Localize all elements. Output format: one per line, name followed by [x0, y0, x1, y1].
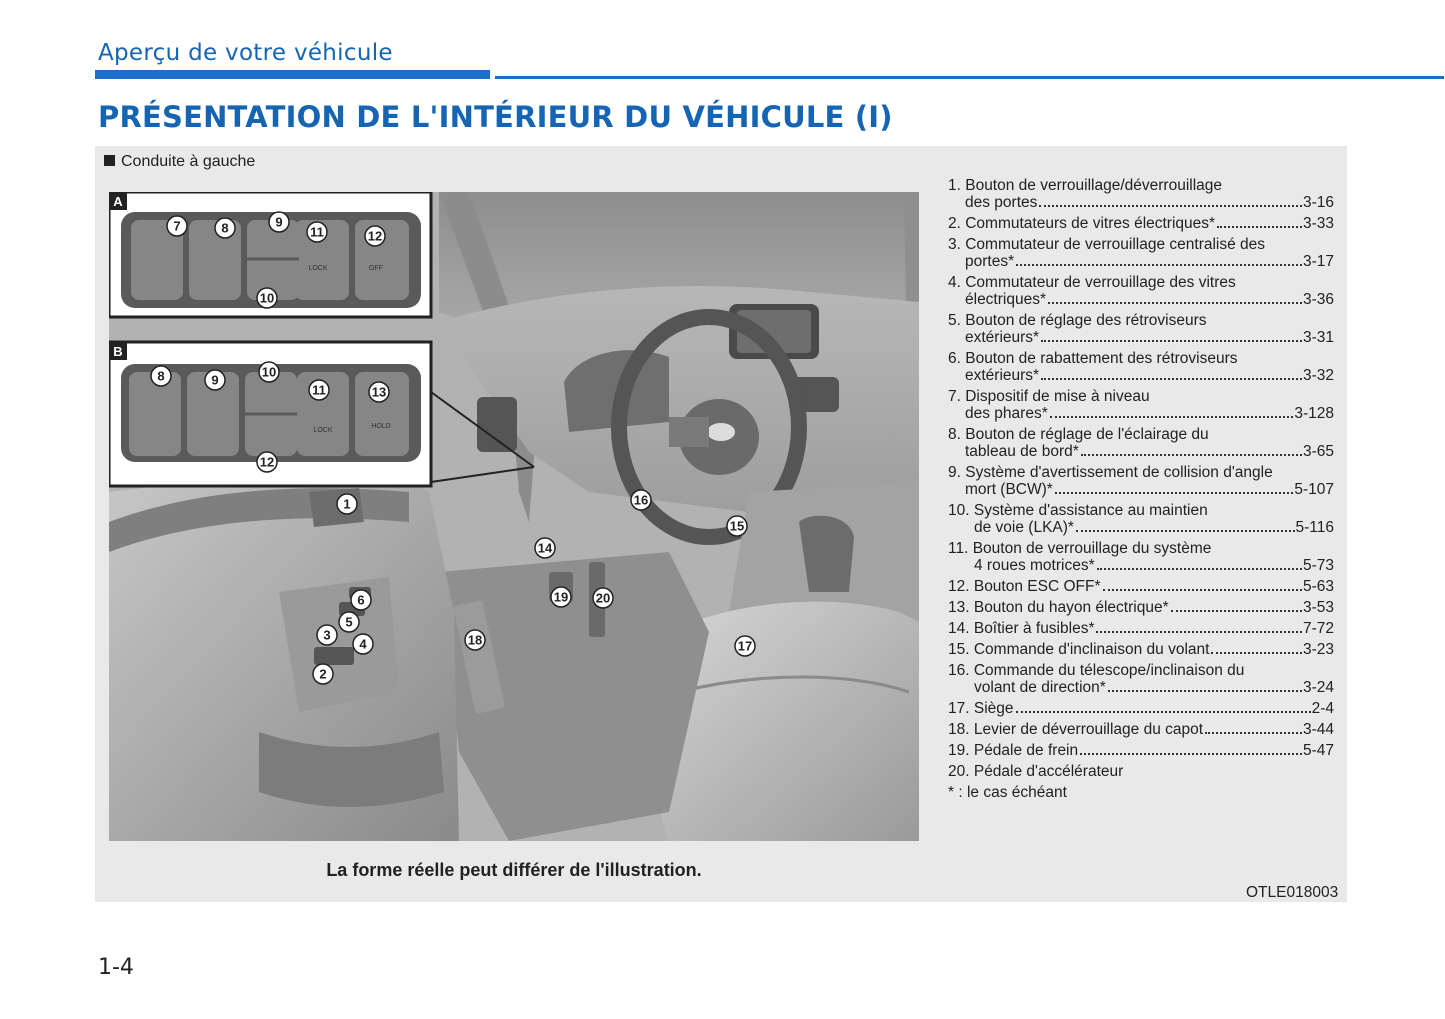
legend-text: volant de direction* — [974, 679, 1106, 696]
callout-number: 12 — [367, 228, 383, 244]
legend-line: 5. Bouton de réglage des rétroviseurs — [948, 312, 1207, 329]
legend-item — [948, 274, 1334, 308]
legend-line — [948, 405, 1334, 422]
legend-line: 1. Bouton de verrouillage/déverrouillage — [948, 177, 1223, 194]
interior-drawing — [109, 192, 919, 841]
legend-page: 5-116 — [1295, 519, 1334, 536]
leader-dots — [1039, 204, 1302, 207]
page-number: 1-4 — [98, 955, 134, 980]
callout-number: 11 — [310, 224, 324, 240]
callout-number: 8 — [221, 220, 229, 236]
legend-line — [948, 519, 1334, 536]
legend-line — [948, 599, 1334, 616]
legend-item — [948, 236, 1334, 270]
callout-number: 15 — [729, 518, 745, 534]
callout-number: 8 — [157, 368, 165, 384]
legend-item — [948, 502, 1334, 536]
page-heading: PRÉSENTATION DE L'INTÉRIEUR DU VÉHICULE (I) — [98, 100, 893, 134]
legend-text: 2. Commutateurs de vitres électriques* — [948, 215, 1216, 232]
legend-text: tableau de bord* — [965, 443, 1079, 460]
leader-dots — [1211, 651, 1302, 654]
section-title: Aperçu de votre véhicule — [98, 40, 393, 66]
legend-text: extérieurs* — [965, 367, 1040, 384]
legend-line — [948, 742, 1334, 759]
legend-item — [948, 540, 1334, 574]
legend-line: 10. Système d'assistance au maintien — [948, 502, 1208, 519]
legend-page: 3-32 — [1302, 367, 1334, 384]
leader-dots — [1016, 263, 1302, 266]
legend-item — [948, 763, 1334, 780]
legend-text: des portes — [965, 194, 1038, 211]
callout-number: 10 — [259, 290, 275, 306]
callout-number: 14 — [537, 540, 553, 556]
leader-dots — [1171, 609, 1302, 612]
legend-text: 18. Levier de déverrouillage du capot — [948, 721, 1204, 738]
legend-page: 5-73 — [1302, 557, 1334, 574]
callout-number: 1 — [343, 496, 351, 512]
legend-text: 13. Bouton du hayon électrique* — [948, 599, 1169, 616]
legend-text: mort (BCW)* — [965, 481, 1053, 498]
figure-code: OTLE018003 — [1246, 884, 1339, 901]
legend-line: 6. Bouton de rabattement des rétroviseurs — [948, 350, 1238, 367]
legend-line — [948, 194, 1334, 211]
legend-page: 3-44 — [1302, 721, 1334, 738]
leader-dots — [1081, 453, 1302, 456]
illustration-caption: La forme réelle peut différer de l'illustration. — [326, 860, 702, 880]
leader-dots — [1076, 529, 1295, 532]
legend-line — [948, 763, 1334, 780]
callout-number: 3 — [323, 627, 331, 643]
legend-page: 3-53 — [1302, 599, 1334, 616]
callout-number: 7 — [173, 218, 181, 234]
legend-text: 12. Bouton ESC OFF* — [948, 578, 1101, 595]
inset-a-label: A — [113, 194, 123, 209]
legend-page: 5-47 — [1302, 742, 1334, 759]
legend-item — [948, 177, 1334, 211]
callout-number: 6 — [357, 592, 365, 608]
legend-item — [948, 464, 1334, 498]
legend-item — [948, 312, 1334, 346]
legend-text: portes* — [965, 253, 1015, 270]
leader-dots — [1217, 225, 1302, 228]
legend-item — [948, 426, 1334, 460]
callout-number: 17 — [737, 638, 753, 654]
leader-dots — [1080, 752, 1302, 755]
legend-text: électriques* — [965, 291, 1046, 308]
leader-dots — [1205, 731, 1302, 734]
legend-line — [948, 367, 1334, 384]
legend-item — [948, 721, 1334, 738]
hold-label: HOLD — [371, 423, 391, 430]
legend-line: 4. Commutateur de verrouillage des vitres — [948, 274, 1236, 291]
legend-line — [948, 329, 1334, 346]
callout-number: 9 — [275, 214, 283, 230]
callout-number: 11 — [312, 382, 326, 398]
subtitle-text: Conduite à gauche — [121, 153, 256, 170]
leader-dots — [1103, 588, 1302, 591]
header-rule-thick — [95, 70, 490, 79]
legend-line: 9. Système d'avertissement de collision d'angle — [948, 464, 1273, 481]
legend-line: 7. Dispositif de mise à niveau — [948, 388, 1150, 405]
legend-page: 5-107 — [1294, 481, 1334, 498]
legend-page: 3-31 — [1302, 329, 1334, 346]
legend-text: extérieurs* — [965, 329, 1040, 346]
leader-dots — [1041, 377, 1302, 380]
legend-line: 8. Bouton de réglage de l'éclairage du — [948, 426, 1209, 443]
legend-page: 3-65 — [1302, 443, 1334, 460]
subtitle — [104, 153, 255, 171]
callout-number: 19 — [553, 589, 569, 605]
legend-text: 19. Pédale de frein — [948, 742, 1079, 759]
legend-page: 2-4 — [1311, 700, 1334, 717]
leader-dots — [1097, 567, 1302, 570]
legend-item — [948, 641, 1334, 658]
legend-line — [948, 291, 1334, 308]
legend-text: 14. Boîtier à fusibles* — [948, 620, 1095, 637]
legend-text: de voie (LKA)* — [974, 519, 1074, 536]
legend-line — [948, 557, 1334, 574]
callout-number: 5 — [345, 614, 353, 630]
lock-label: LOCK — [308, 265, 328, 272]
door-armrest — [279, 577, 399, 712]
callout-number: 13 — [371, 384, 387, 400]
leader-dots — [1048, 301, 1302, 304]
leader-dots — [1096, 630, 1301, 633]
legend-line — [948, 679, 1334, 696]
legend-item — [948, 662, 1334, 696]
callout-number: 12 — [259, 454, 275, 470]
legend-page: 3-23 — [1302, 641, 1334, 658]
legend-text: des phares* — [965, 405, 1048, 422]
legend-item — [948, 388, 1334, 422]
inset-b-label: B — [113, 344, 123, 359]
legend-line: 16. Commande du télescope/inclinaison du — [948, 662, 1245, 679]
legend-line — [948, 481, 1334, 498]
legend-page: 3-33 — [1302, 215, 1334, 232]
legend-item — [948, 700, 1334, 717]
lock-label-b: LOCK — [313, 427, 333, 434]
legend-line — [948, 215, 1334, 232]
legend-line — [948, 578, 1334, 595]
leader-dots — [1108, 689, 1302, 692]
legend-text: 17. Siège — [948, 700, 1014, 717]
legend-line — [948, 443, 1334, 460]
callout-number: 9 — [211, 372, 219, 388]
legend-text: 20. Pédale d'accélérateur — [948, 763, 1124, 780]
off-label: OFF — [369, 265, 383, 272]
legend-text: 15. Commande d'inclinaison du volant — [948, 641, 1210, 658]
legend-page: 3-128 — [1294, 405, 1334, 422]
legend-line — [948, 700, 1334, 717]
legend-line — [948, 641, 1334, 658]
callout-number: 2 — [319, 666, 327, 682]
callout-number: 18 — [467, 632, 483, 648]
square-bullet-icon — [104, 155, 115, 166]
header-rule-thin — [495, 76, 1444, 79]
legend-item — [948, 742, 1334, 759]
callout-number: 16 — [633, 492, 649, 508]
legend-text: 4 roues motrices* — [974, 557, 1095, 574]
legend-list — [948, 177, 1334, 802]
callout-number: 4 — [359, 636, 367, 652]
legend-page: 3-16 — [1302, 194, 1334, 211]
leader-dots — [1055, 491, 1294, 494]
legend-line: 11. Bouton de verrouillage du système — [948, 540, 1212, 557]
legend-item — [948, 350, 1334, 384]
leader-dots — [1050, 415, 1294, 418]
legend-page: 3-36 — [1302, 291, 1334, 308]
callout-number: 10 — [261, 364, 277, 380]
legend-item — [948, 599, 1334, 616]
legend-line — [948, 721, 1334, 738]
legend-item — [948, 578, 1334, 595]
legend-line — [948, 253, 1334, 270]
callout-number: 20 — [595, 590, 611, 606]
legend-page: 7-72 — [1302, 620, 1334, 637]
legend-page: 3-17 — [1302, 253, 1334, 270]
leader-dots — [1041, 339, 1302, 342]
legend-line: 3. Commutateur de verrouillage centralisé des — [948, 236, 1266, 253]
legend-line — [948, 620, 1334, 637]
legend-note: * : le cas échéant — [948, 784, 1067, 801]
legend-item — [948, 620, 1334, 637]
legend-page: 3-24 — [1302, 679, 1334, 696]
leader-dots — [1016, 710, 1311, 713]
legend-page: 5-63 — [1302, 578, 1334, 595]
legend-item — [948, 215, 1334, 232]
interior-illustration — [109, 192, 919, 841]
